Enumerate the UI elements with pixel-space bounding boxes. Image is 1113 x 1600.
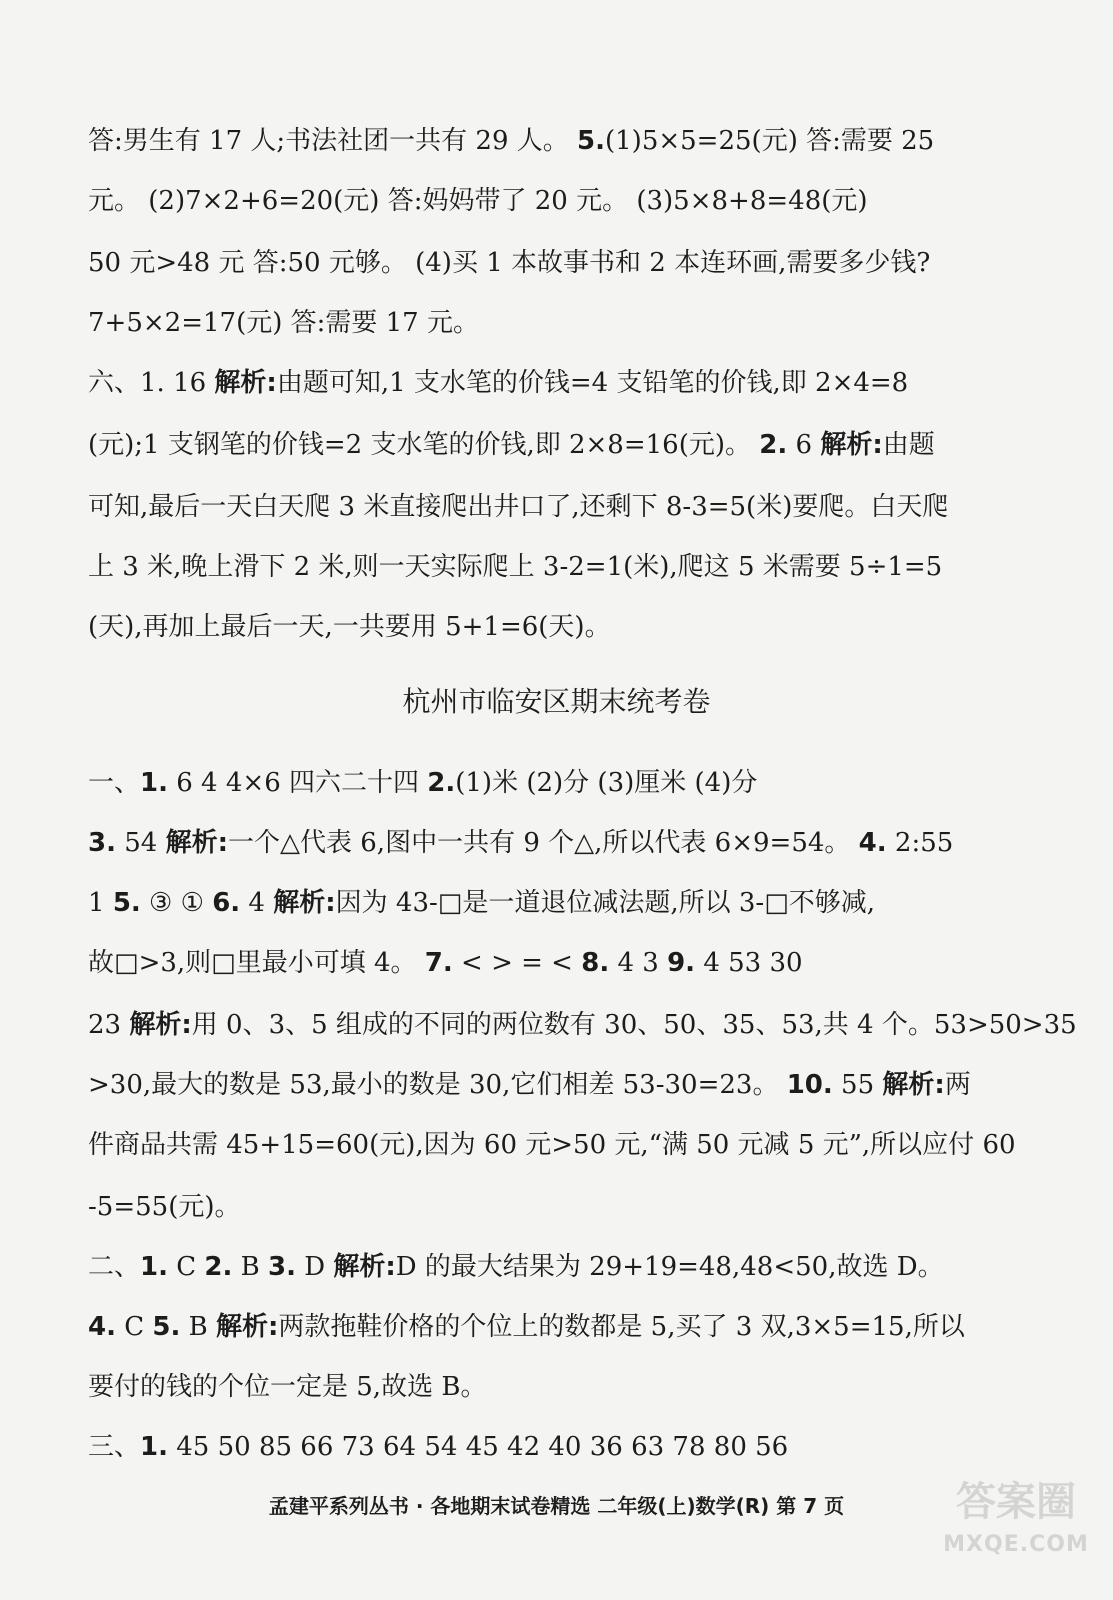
bold-label: 4. (88, 1312, 116, 1342)
bold-label: 解析: (820, 430, 883, 460)
text-line (88, 1370, 988, 1404)
bold-label: 2. (759, 430, 788, 460)
page-footer: 孟建平系列丛书 · 各地期末试卷精选 二年级(上)数学(R) 第 7 页 (268, 1494, 845, 1518)
text-run: (1)米 (2)分 (3)厘米 (4)分 (455, 768, 758, 798)
text-run: 2:55 (886, 828, 954, 858)
text-run: 答:男生有 17 人;书法社团一共有 29 人。 (88, 126, 578, 156)
text-run: 由题可知,1 支水笔的价钱=4 支铅笔的价钱,即 2×4=8 (276, 368, 909, 398)
text-run: 两款拖鞋价格的个位上的数都是 5,买了 3 双,3×5=15,所以 (278, 1312, 965, 1342)
bold-label: 1. (140, 1432, 168, 1462)
text-line (88, 1250, 988, 1284)
text-run: (天),再加上最后一天,一共要用 5+1=6(天)。 (88, 612, 611, 642)
bold-label: 6. (212, 888, 241, 918)
text-line (88, 610, 988, 644)
text-run: 两 (944, 1070, 971, 1100)
bold-label: 5. (152, 1312, 181, 1342)
text-line (88, 490, 988, 524)
text-run: C (115, 1312, 153, 1342)
text-line (88, 886, 988, 920)
text-line (88, 246, 988, 280)
text-run: 元。 (2)7×2+6=20(元) 答:妈妈带了 20 元。 (3)5×8+8=48(元) (88, 186, 868, 216)
bold-label: 2. (204, 1252, 233, 1282)
text-run: -5=55(元)。 (88, 1192, 241, 1222)
text-run: 4 53 30 (695, 948, 803, 978)
text-run: 4 (240, 888, 274, 918)
text-run: 一个△代表 6,图中一共有 9 个△,所以代表 6×9=54。 (228, 828, 859, 858)
text-line (88, 124, 988, 158)
text-line (88, 550, 988, 584)
text-run: ③ ① (140, 888, 213, 918)
text-run: 55 (832, 1070, 883, 1100)
text-run: >30,最大的数是 53,最小的数是 30,它们相差 53-30=23。 (88, 1070, 787, 1100)
text-run: 6 (787, 430, 821, 460)
bold-label: 解析: (165, 828, 228, 858)
text-run: 45 50 85 66 73 64 54 45 42 40 36 63 78 80 56 (167, 1432, 789, 1462)
bold-label: 2. (427, 768, 456, 798)
watermark-domain: MXQE.COM (943, 1532, 1089, 1557)
section-title: 杭州市临安区期末统考卷 (402, 685, 711, 718)
text-run: 件商品共需 45+15=60(元),因为 60 元>50 元,“满 50 元减 5 元”,所以应付 60 (88, 1130, 1016, 1160)
text-line (88, 766, 988, 800)
text-run: 故□>3,则□里最小可填 4。 (88, 948, 425, 978)
text-run: B (232, 1252, 269, 1282)
text-run: 一、 (88, 768, 141, 798)
text-run: 可知,最后一天白天爬 3 米直接爬出井口了,还剩下 8-3=5(米)要爬。白天爬 (88, 492, 949, 522)
text-line (88, 1128, 1016, 1162)
bold-label: 1. (140, 768, 168, 798)
text-line (88, 946, 988, 980)
text-run: D (296, 1252, 334, 1282)
bold-label: 5. (577, 126, 605, 156)
text-run: 用 0、3、5 组成的不同的两位数有 30、50、35、53,共 4 个。53>50>35 (191, 1010, 1077, 1040)
text-run: 上 3 米,晚上滑下 2 米,则一天实际爬上 3-2=1(米),爬这 5 米需要 5÷1=5 (88, 552, 943, 582)
text-line (88, 428, 988, 462)
text-run: 六、1. 16 (88, 368, 215, 398)
text-run: 1 (88, 888, 113, 918)
bold-label: 7. (424, 948, 453, 978)
text-line (88, 1068, 988, 1102)
text-run: 二、 (88, 1252, 141, 1282)
text-run: 6 4 4×6 四六二十四 (167, 768, 428, 798)
text-run: 50 元>48 元 答:50 元够。 (4)买 1 本故事书和 2 本连环画,需要多少钱? (88, 248, 931, 278)
bold-label: 解析: (216, 1312, 279, 1342)
text-run: 因为 43-□是一道退位减法题,所以 3-□不够减, (335, 888, 876, 918)
text-line (88, 1430, 988, 1464)
bold-label: 4. (858, 828, 887, 858)
text-run: 由题 (882, 430, 935, 460)
watermark-logo (941, 1474, 1091, 1584)
text-run: 三、 (88, 1432, 141, 1462)
watermark-text: 答案圈 (956, 1479, 1076, 1525)
bold-label: 解析: (333, 1252, 396, 1282)
text-run: D 的最大结果为 29+19=48,48<50,故选 D。 (395, 1252, 944, 1282)
text-line (88, 1310, 988, 1344)
text-run: 23 (88, 1010, 130, 1040)
bold-label: 9. (667, 948, 696, 978)
text-line (88, 826, 988, 860)
text-run: (1)5×5=25(元) 答:需要 25 (604, 126, 935, 156)
text-run: 7+5×2=17(元) 答:需要 17 元。 (88, 308, 479, 338)
text-line (88, 306, 988, 340)
text-run: 要付的钱的个位一定是 5,故选 B。 (88, 1372, 487, 1402)
bold-label: 解析: (273, 888, 336, 918)
text-run: (元);1 支钢笔的价钱=2 支水笔的价钱,即 2×8=16(元)。 (88, 430, 760, 460)
bold-label: 10. (786, 1070, 833, 1100)
bold-label: 解析: (214, 368, 277, 398)
bold-label: 5. (112, 888, 141, 918)
text-line (88, 184, 988, 218)
text-line (88, 1190, 988, 1224)
text-run: < > = < (452, 948, 582, 978)
text-run: C (167, 1252, 205, 1282)
bold-label: 1. (140, 1252, 168, 1282)
text-line (88, 1008, 1077, 1042)
bold-label: 3. (88, 828, 116, 858)
text-run: 4 3 (609, 948, 668, 978)
bold-label: 3. (268, 1252, 296, 1282)
text-run: 54 (115, 828, 166, 858)
bold-label: 8. (581, 948, 610, 978)
bold-label: 解析: (882, 1070, 945, 1100)
bold-label: 解析: (129, 1010, 192, 1040)
text-run: B (180, 1312, 217, 1342)
text-line (88, 366, 988, 400)
